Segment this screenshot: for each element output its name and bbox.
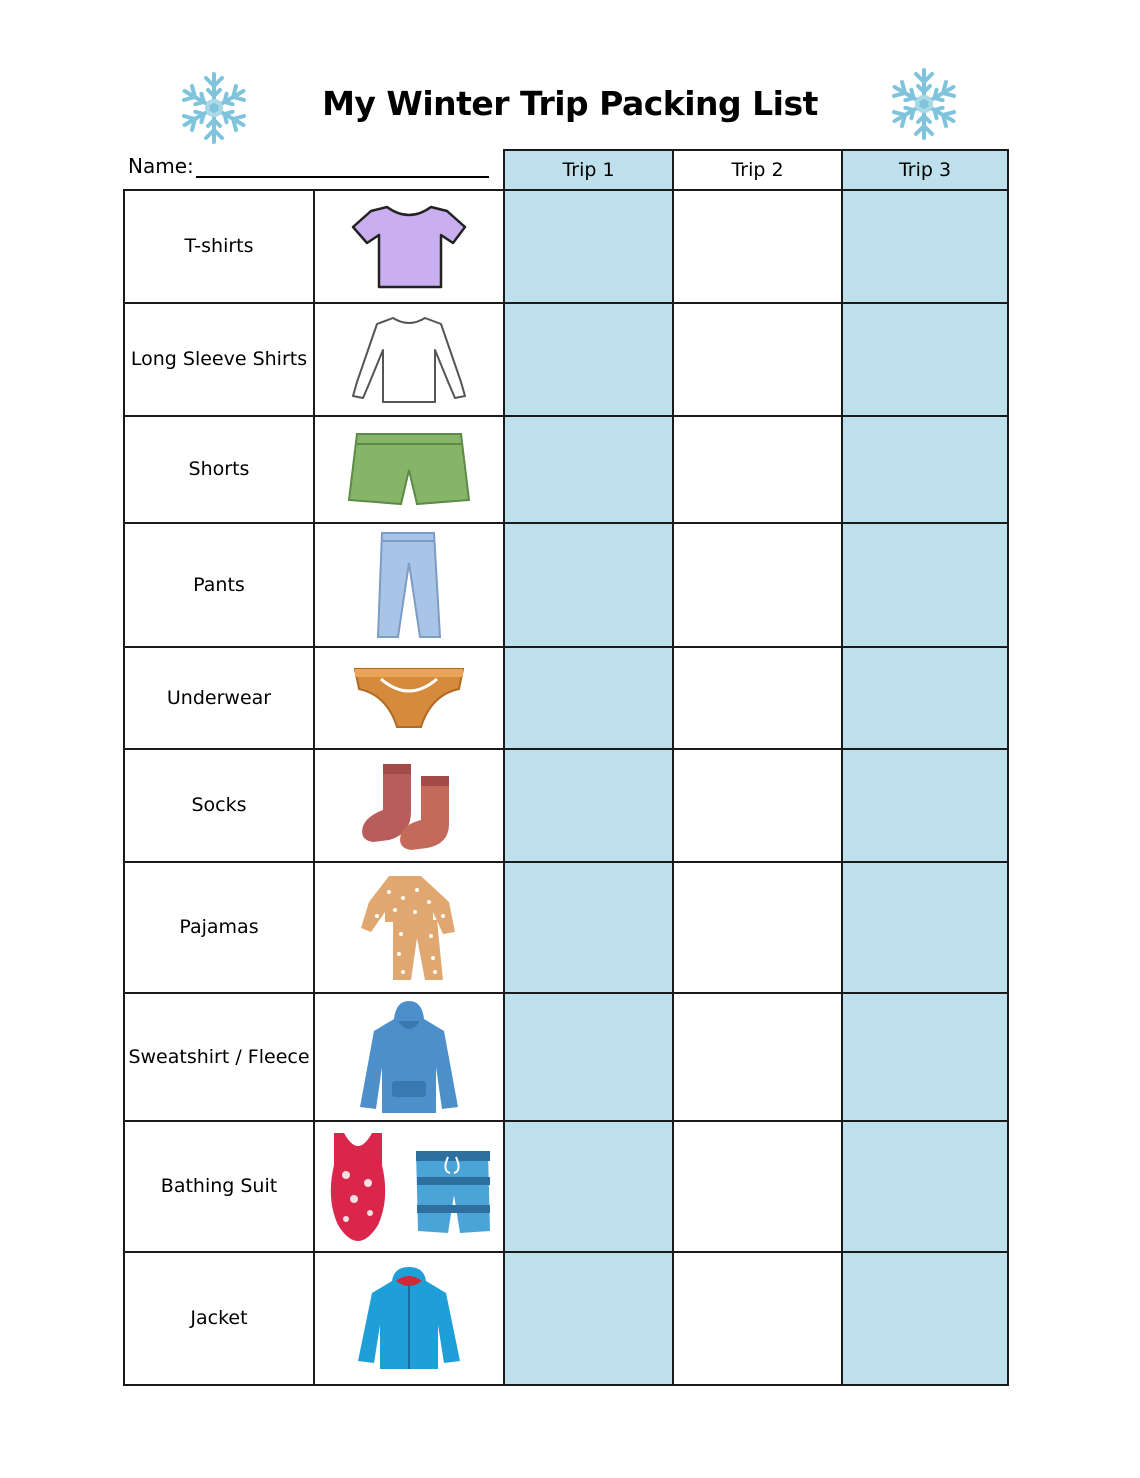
trip-check-cell[interactable] <box>504 523 673 647</box>
trip-check-cell[interactable] <box>673 416 842 523</box>
item-label: Socks <box>124 749 314 862</box>
jacket-icon <box>354 1265 464 1373</box>
bathing-suit-icon <box>324 1129 494 1245</box>
trip-check-cell[interactable] <box>842 749 1008 862</box>
item-label: Underwear <box>124 647 314 749</box>
item-label: Long Sleeve Shirts <box>124 303 314 416</box>
table-row <box>124 190 1008 303</box>
table-row <box>124 993 1008 1121</box>
snowflake-icon <box>174 68 254 148</box>
trip-check-cell[interactable] <box>842 523 1008 647</box>
trip-check-cell[interactable] <box>504 749 673 862</box>
table-row <box>124 416 1008 523</box>
item-label: Pajamas <box>124 862 314 993</box>
sweatshirt-icon <box>354 997 464 1117</box>
trip-check-cell[interactable] <box>673 647 842 749</box>
trip-check-cell[interactable] <box>842 647 1008 749</box>
trip-check-cell[interactable] <box>673 1252 842 1385</box>
trip-check-cell[interactable] <box>673 303 842 416</box>
table-row <box>124 1121 1008 1252</box>
underwear-icon <box>351 663 467 733</box>
shorts-icon <box>347 430 471 510</box>
trip-check-cell[interactable] <box>842 190 1008 303</box>
trip-check-cell[interactable] <box>504 1252 673 1385</box>
trip-check-cell[interactable] <box>842 416 1008 523</box>
item-label: Sweatshirt / Fleece <box>124 993 314 1121</box>
trip-check-cell[interactable] <box>673 1121 842 1252</box>
trip-header: Trip 3 <box>842 150 1008 190</box>
trip-check-cell[interactable] <box>673 523 842 647</box>
trip-check-cell[interactable] <box>673 190 842 303</box>
trip-check-cell[interactable] <box>842 862 1008 993</box>
trip-header: Trip 1 <box>504 150 673 190</box>
trip-check-cell[interactable] <box>504 190 673 303</box>
trip-check-cell[interactable] <box>504 647 673 749</box>
trip-check-cell[interactable] <box>504 1121 673 1252</box>
name-label: Name: <box>128 153 194 178</box>
trip-check-cell[interactable] <box>504 303 673 416</box>
item-label: Bathing Suit <box>124 1121 314 1252</box>
item-label: T-shirts <box>124 190 314 303</box>
pants-icon <box>374 529 444 641</box>
packing-table <box>123 149 1009 1386</box>
table-row <box>124 862 1008 993</box>
long-sleeve-shirt-icon <box>349 312 469 408</box>
socks-icon <box>359 760 459 852</box>
trip-check-cell[interactable] <box>504 416 673 523</box>
trip-check-cell[interactable] <box>504 993 673 1121</box>
table-row <box>124 523 1008 647</box>
item-label: Jacket <box>124 1252 314 1385</box>
trip-check-cell[interactable] <box>842 1121 1008 1252</box>
trip-check-cell[interactable] <box>842 993 1008 1121</box>
page-title: My Winter Trip Packing List <box>322 84 818 123</box>
table-row <box>124 647 1008 749</box>
item-label: Pants <box>124 523 314 647</box>
table-row <box>124 303 1008 416</box>
trip-check-cell[interactable] <box>504 862 673 993</box>
item-label: Shorts <box>124 416 314 523</box>
pajamas-icon <box>359 872 459 984</box>
trip-check-cell[interactable] <box>673 993 842 1121</box>
trip-check-cell[interactable] <box>842 303 1008 416</box>
table-row <box>124 749 1008 862</box>
trip-check-cell[interactable] <box>673 862 842 993</box>
name-field-cell <box>124 150 504 190</box>
name-input-line[interactable] <box>196 156 489 178</box>
trip-check-cell[interactable] <box>673 749 842 862</box>
tshirt-icon <box>349 201 469 293</box>
trip-check-cell[interactable] <box>842 1252 1008 1385</box>
snowflake-icon <box>884 64 964 144</box>
trip-header: Trip 2 <box>673 150 842 190</box>
table-row <box>124 1252 1008 1385</box>
